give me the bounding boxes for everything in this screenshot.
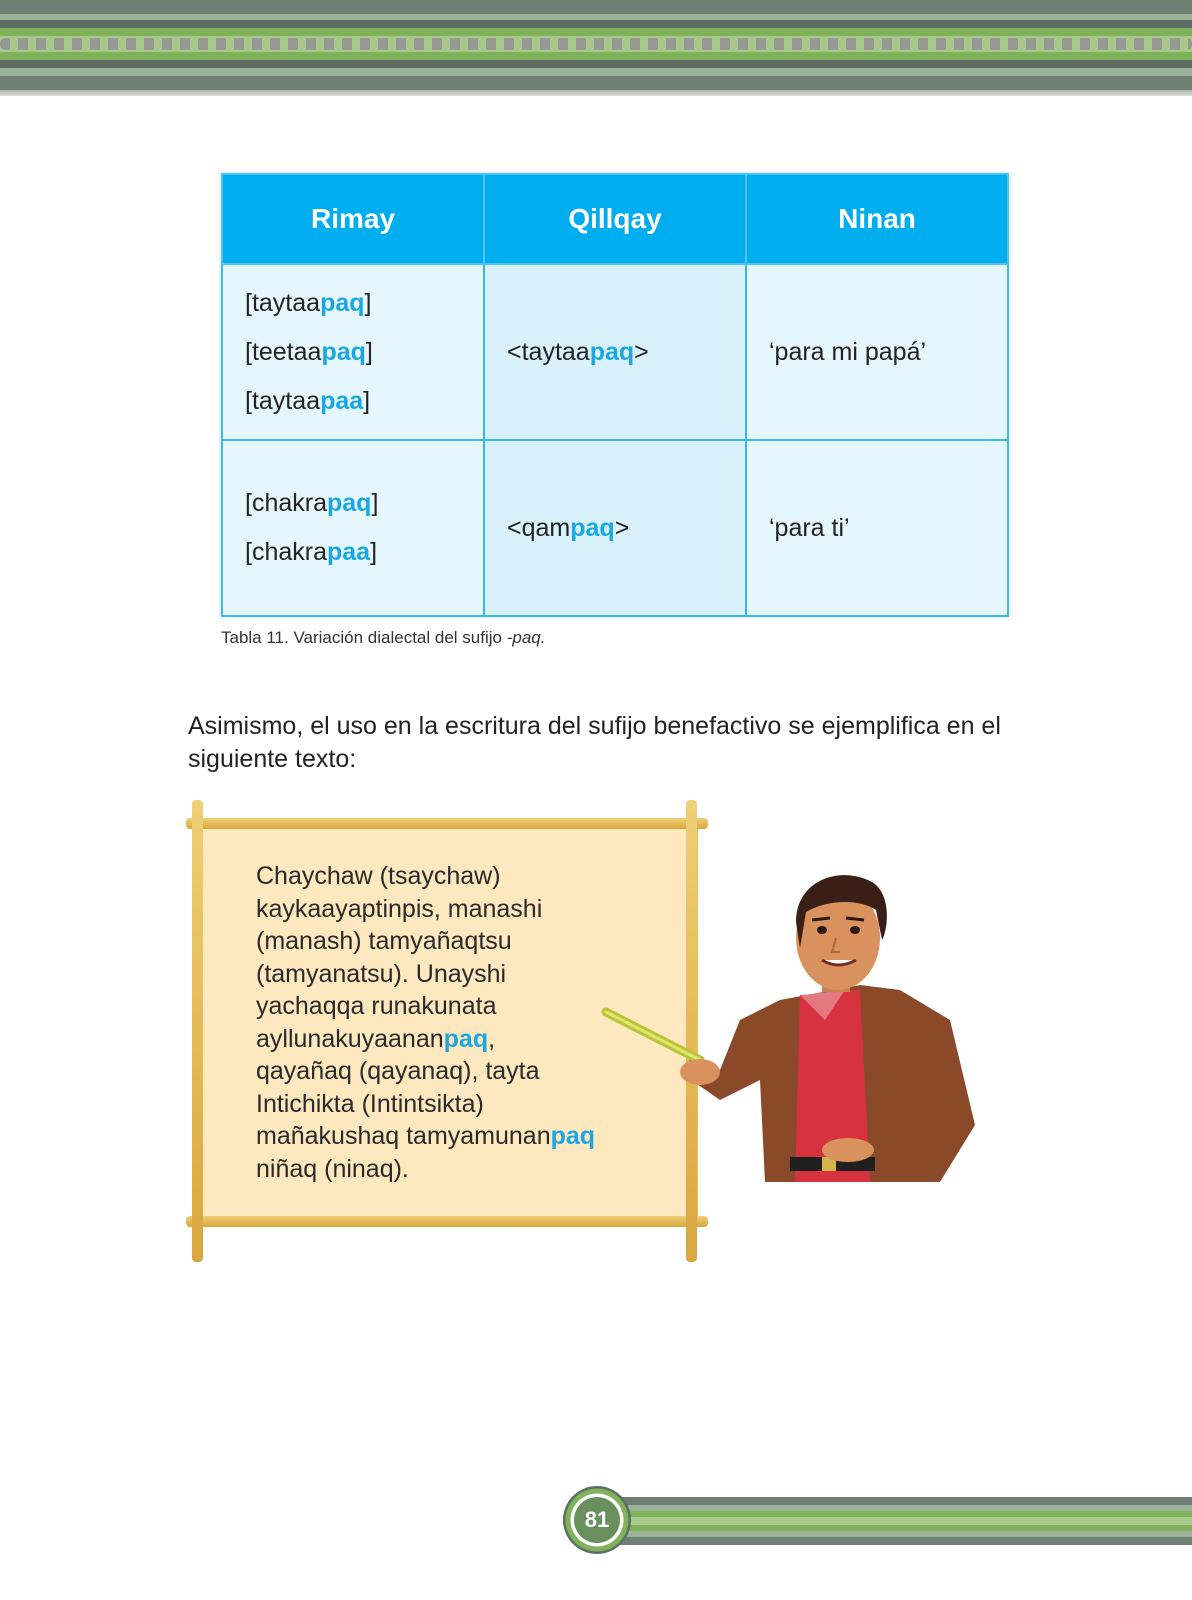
board-line: qayañaq (qayanaq), tayta — [256, 1057, 540, 1085]
board-line: (manash) tamyañaqtsu — [256, 927, 512, 955]
board-line: mañakushaq tamyamunanpaq — [256, 1122, 596, 1150]
footer-decorative-band — [620, 1497, 1192, 1545]
board-line: Chaychaw (tsaychaw) — [256, 862, 501, 890]
board-stick-bottom — [186, 1216, 708, 1227]
board-line: (tamyanatsu). Unayshi — [256, 959, 507, 988]
board-line: kaykaayaptinpis, manashi — [256, 894, 543, 923]
pronunciation-form: [chakrapaq] — [245, 489, 379, 517]
dialect-table — [221, 173, 1009, 617]
table-caption: Tabla 11. Variación dialectal del sufijo -paq. — [221, 628, 546, 647]
page-number: 81 — [574, 1497, 620, 1543]
body-paragraph: Asimismo, el uso en la escritura del sufijo benefactivo se ejemplifica en el siguiente texto: — [188, 712, 1001, 773]
table-header-row — [222, 174, 1008, 264]
teacher-illustration — [600, 860, 1000, 1190]
cell-rimay — [222, 264, 484, 440]
cell-qillqay: <qampaq> — [484, 440, 746, 616]
table-row — [222, 264, 1008, 440]
cell-rimay — [222, 440, 484, 616]
pronunciation-form: [teetaapaq] — [245, 337, 373, 366]
pronunciation-form: [chakrapaa] — [245, 538, 378, 566]
page-number-badge — [563, 1486, 631, 1554]
table-row — [222, 440, 1008, 616]
band-pattern — [0, 38, 1192, 50]
header-rimay: Rimay — [222, 174, 484, 264]
pronunciation-form: [taytaapaq] — [245, 288, 372, 317]
board-stick-left — [192, 800, 203, 1262]
cell-ninan: ‘para ti’ — [746, 440, 1008, 616]
top-decorative-band — [0, 0, 1192, 96]
header-ninan: Ninan — [746, 174, 1008, 264]
board-line: niñaq (ninaq). — [256, 1154, 409, 1183]
board-line: ayllunakuyaananpaq, — [256, 1024, 496, 1053]
header-qillqay: Qillqay — [484, 174, 746, 264]
pronunciation-form: [taytaapaa] — [245, 386, 371, 415]
cell-qillqay: <taytaapaq> — [484, 264, 746, 440]
dialect-table-container — [221, 173, 1009, 617]
board-line: yachaqqa runakunata — [256, 992, 497, 1020]
board-stick-top — [186, 818, 708, 829]
board-line: Intichikta (Intintsikta) — [256, 1089, 484, 1118]
cell-ninan: ‘para mi papá’ — [746, 264, 1008, 440]
